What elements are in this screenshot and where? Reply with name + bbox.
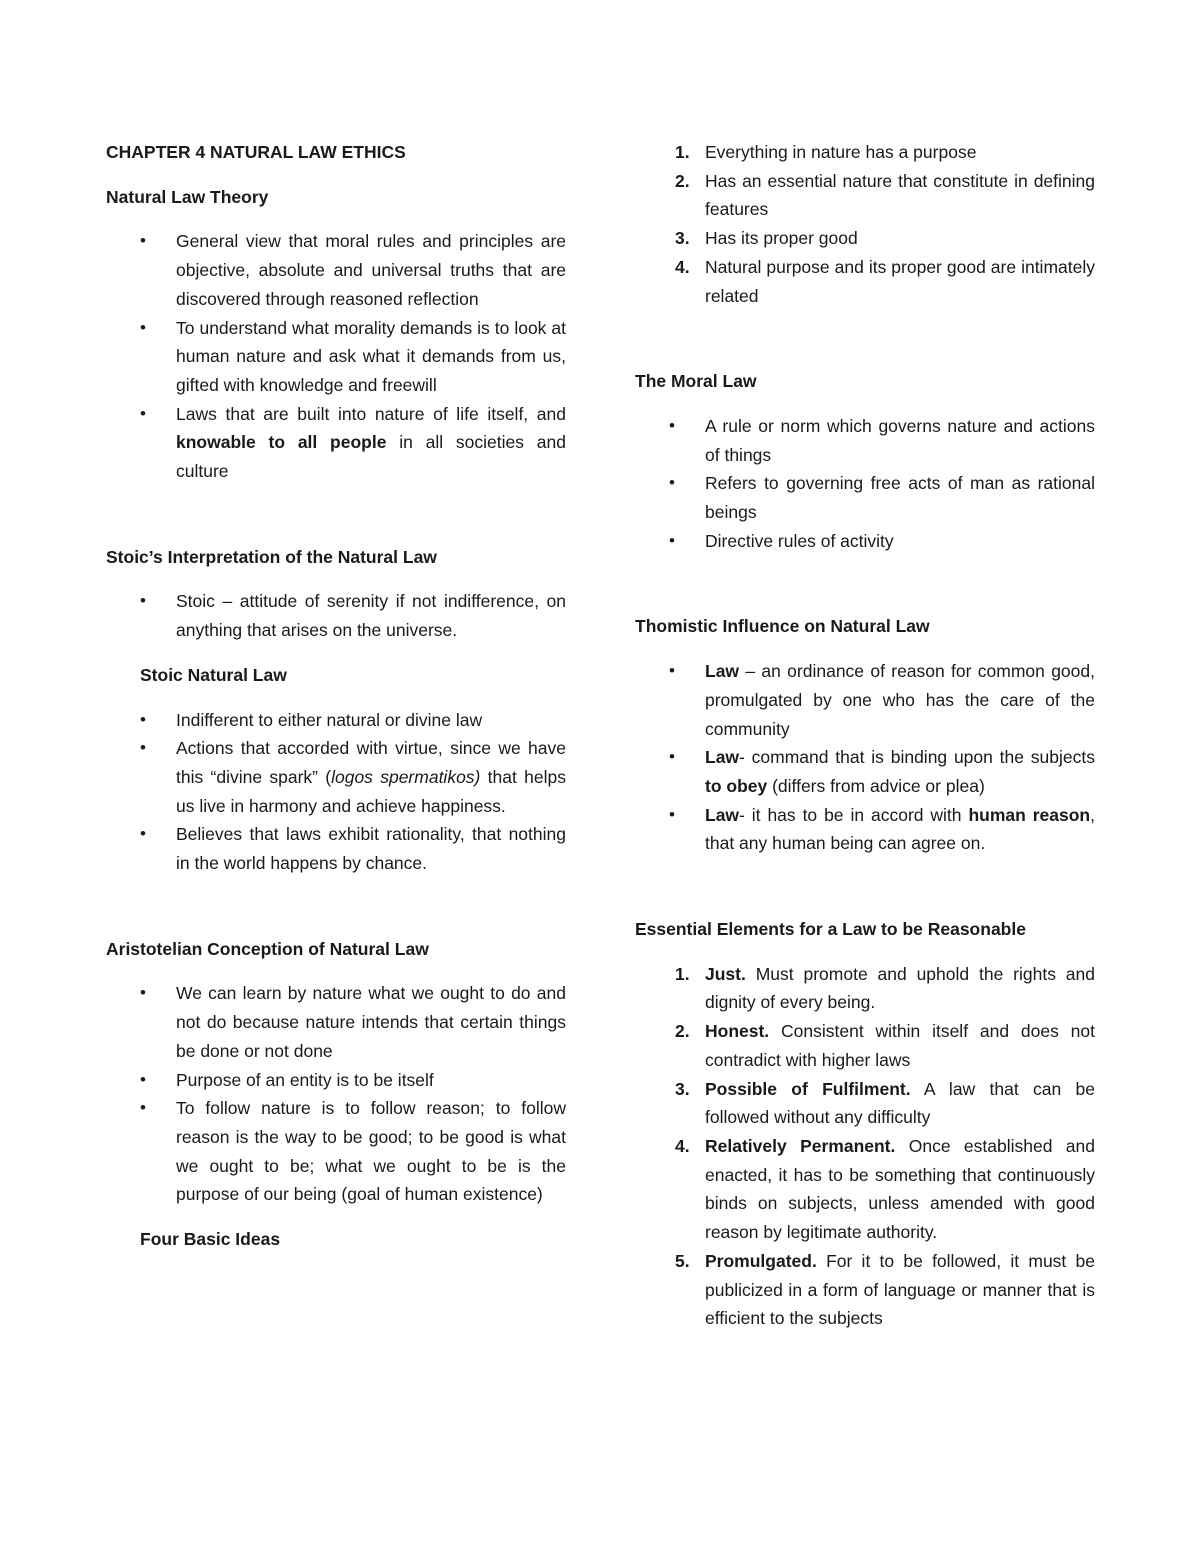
list-item: 4. Relatively Permanent. Once established and enacted, it has to be something that continuously binds on subjects, unless amended with good reason by legitimate authority. [675, 1135, 1096, 1243]
list-item: • General view that moral rules and principles are objective, absolute and universal truths that are discovered through reasoned reflection [106, 227, 566, 313]
natural-law-theory-list [106, 227, 566, 485]
chapter-title: CHAPTER 4 NATURAL LAW ETHICS [106, 142, 406, 162]
list-item: 1. Just. Must promote and uphold the rights and dignity of every being. [675, 963, 1095, 1013]
list-item: • Stoic – attitude of serenity if not indifference, on anything that arises on the universe. [106, 587, 566, 644]
aristotelian-heading: Aristotelian Conception of Natural Law [106, 938, 429, 959]
stoic-interpretation-list [106, 587, 566, 644]
list-item: • Law- command that is binding upon the subjects to obey (differs from advice or plea) [635, 743, 1095, 800]
list-item: • Refers to governing free acts of man as rational beings [635, 469, 1095, 526]
list-item: 1. Everything in nature has a purpose [675, 142, 977, 162]
stoic-interpretation-heading: Stoic’s Interpretation of the Natural Law [106, 546, 437, 567]
list-item: 5. Promulgated. For it to be followed, it must be publicized in a form of language or manner that is efficient to the subjects [675, 1250, 1095, 1329]
list-item: • Actions that accorded with virtue, since we have this “divine spark” (logos spermatikos) that helps us live in harmony and achieve happiness. [106, 734, 566, 820]
list-item: 2. Honest. Consistent within itself and does not contradict with higher laws [675, 1021, 1095, 1070]
list-item: • Believes that laws exhibit rationality, that nothing in the world happens by chance. [106, 820, 566, 877]
list-item: • We can learn by nature what we ought to do and not do because nature intends that certain things be done or not done [106, 979, 566, 1065]
list-item: 3. Has its proper good [675, 228, 858, 249]
list-item: 2. Has an essential nature that constitute in defining features [675, 170, 1095, 220]
thomistic-list [635, 657, 1095, 858]
list-item: 3. Possible of Fulfilment. A law that can be followed without any difficulty [675, 1078, 1095, 1128]
moral-law-heading: The Moral Law [635, 371, 757, 392]
essential-elements-list [635, 960, 1095, 1333]
moral-law-list [635, 412, 1095, 556]
latin-term: logos spermatikos) [331, 766, 481, 787]
list-item: • Directive rules of activity [635, 527, 1095, 556]
list-item: • Law – an ordinance of reason for common good, promulgated by one who has the care of the community [635, 657, 1095, 743]
natural-law-theory-heading: Natural Law Theory [106, 186, 269, 207]
thomistic-heading: Thomistic Influence on Natural Law [635, 616, 930, 637]
stoic-natural-law-list [106, 706, 566, 878]
essential-elements-heading: Essential Elements for a Law to be Reasonable [635, 919, 1026, 940]
list-item: • Law- it has to be in accord with human reason, that any human being can agree on. [635, 801, 1095, 858]
list-item: • Indifferent to either natural or divine law [106, 706, 566, 735]
list-item: • Purpose of an entity is to be itself [106, 1066, 566, 1095]
aristotelian-list [106, 979, 566, 1209]
list-item: • Laws that are built into nature of life itself, and knowable to all people in all societies and culture [106, 400, 566, 486]
list-item: • To follow nature is to follow reason; to follow reason is the way to be good; to be good is what we ought to be; what we ought to be is the purpose of our being (goal of human existence) [106, 1094, 566, 1209]
right-column [635, 138, 1095, 1333]
list-item: • To understand what morality demands is to look at human nature and ask what it demands from us, gifted with knowledge and freewill [106, 314, 566, 400]
stoic-natural-law-heading: Stoic Natural Law [140, 664, 287, 685]
left-column [106, 138, 566, 1254]
four-basic-ideas-list [635, 138, 1095, 310]
emphasis: knowable to all people [176, 432, 387, 453]
four-basic-ideas-heading: Four Basic Ideas [140, 1229, 281, 1250]
list-item: • A rule or norm which governs nature and actions of things [635, 412, 1095, 469]
list-item: 4. Natural purpose and its proper good are intimately related [675, 256, 1095, 306]
